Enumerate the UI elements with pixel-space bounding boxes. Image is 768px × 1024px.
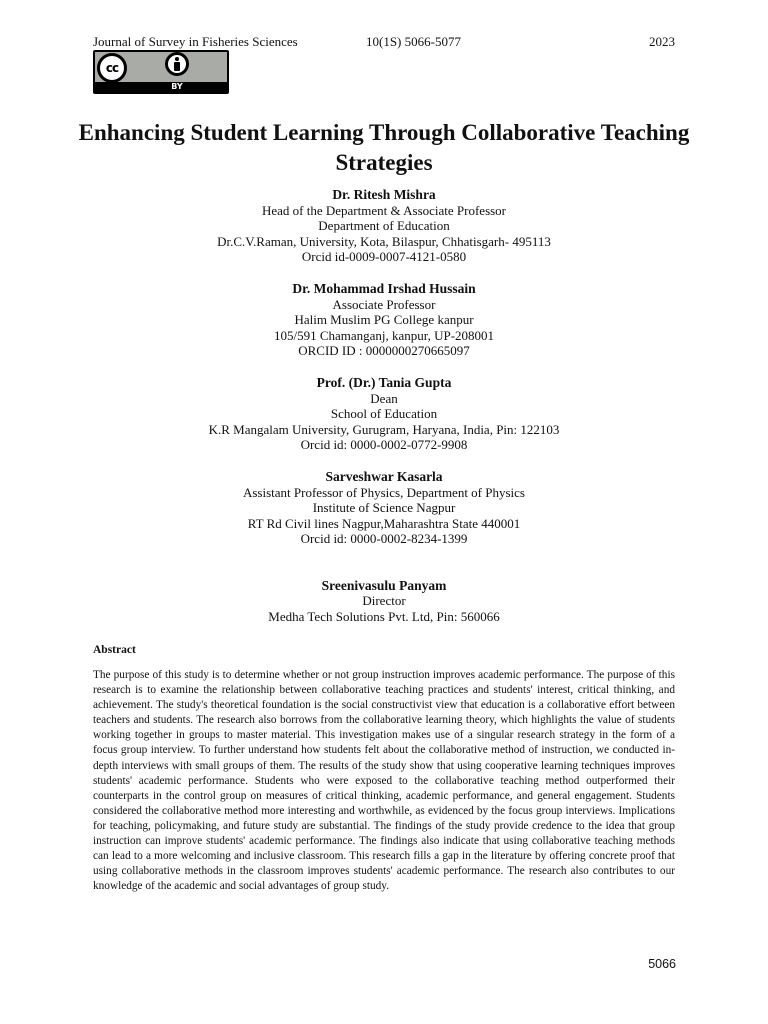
page-number: 5066 bbox=[648, 957, 676, 971]
author-name: Dr. Mohammad Irshad Hussain bbox=[292, 280, 476, 296]
publication-year: 2023 bbox=[649, 34, 675, 49]
author-block bbox=[60, 187, 708, 265]
abstract-text: The purpose of this study is to determine whether or not group instruction improves academic performance. The purpose of this research is to examine the relationship between collaborative teaching practices and students' interest, critical thinking, and achievement. The study's theoretical foundation is the social constructivist view that education is a collaborative effort between teachers and students. The research also borrows from the collaborative learning theory, which highlights the value of students working together in groups to master material. This investigation makes use of a singular research strategy in the form of a focus group interview. To further understand how students felt about the collaborative method of instruction, we conducted in-depth interviews with small groups of them. The results of the study show that using cooperative learning techniques improves students' academic performance. Students who were exposed to the collaborative teaching method outperformed their counterparts in the control group on measures of critical thinking, academic performance, and general engagement. Students considered the collaborative method more interesting and worthwhile, as evidenced by the focus group interviews. Implications for teaching, policymaking, and future study are substantial. The findings of the study provide credence to the idea that group instruction can improve students' academic performance. The findings also indicate that using collaborative teaching methods can lead to a more welcoming and inclusive classroom. This research fills a gap in the literature by offering concrete proof that using collaborative methods in the classroom improves students' academic performance. The research also contributes to our knowledge of the academic and social advantages of group study. bbox=[93, 669, 675, 893]
author-affiliation-line: Dean bbox=[370, 390, 398, 406]
author-affiliation-line: Director bbox=[362, 593, 406, 609]
author-name: Sreenivasulu Panyam bbox=[321, 577, 447, 593]
author-orcid: Orcid id: 0000-0002-0772-9908 bbox=[300, 437, 468, 453]
creative-commons-icon: cc bbox=[97, 53, 127, 83]
author-affiliation-line: Assistant Professor of Physics, Department of Physics bbox=[242, 484, 525, 500]
author-block bbox=[60, 469, 708, 547]
author-orcid: ORCID ID : 0000000270665097 bbox=[298, 343, 470, 359]
author-affiliation-line: Halim Muslim PG College kanpur bbox=[294, 312, 474, 328]
author-affiliation-line: 105/591 Chamanganj, kanpur, UP-208001 bbox=[273, 327, 495, 343]
author-orcid: Orcid id: 0000-0002-8234-1399 bbox=[300, 531, 468, 547]
journal-name: Journal of Survey in Fisheries Sciences bbox=[93, 34, 298, 49]
paper-title: Enhancing Student Learning Through Collaborative Teaching Strategies bbox=[78, 120, 690, 175]
author-affiliation-line: Head of the Department & Associate Professor bbox=[261, 202, 507, 218]
author-name: Sarveshwar Kasarla bbox=[325, 468, 443, 484]
author-affiliation-line: Associate Professor bbox=[332, 296, 436, 312]
author-affiliation-line: School of Education bbox=[330, 406, 438, 422]
person-head-shape bbox=[175, 57, 179, 61]
author-name: Dr. Ritesh Mishra bbox=[332, 187, 436, 202]
author-affiliation-line: Department of Education bbox=[318, 218, 450, 234]
author-affiliation-line: RT Rd Civil lines Nagpur,Maharashtra State 440001 bbox=[247, 515, 521, 531]
author-affiliation-line: K.R Mangalam University, Gurugram, Haryana, India, Pin: 122103 bbox=[208, 421, 560, 437]
author-list bbox=[60, 187, 708, 625]
author-orcid: Orcid id-0009-0007-4121-0580 bbox=[301, 249, 467, 265]
author-affiliation-line: Institute of Science Nagpur bbox=[312, 500, 456, 516]
volume-issue-pages: 10(1S) 5066-5077 bbox=[366, 34, 461, 49]
person-body-shape bbox=[174, 62, 180, 71]
abstract-heading: Abstract bbox=[93, 644, 136, 656]
author-block bbox=[60, 375, 708, 453]
author-block bbox=[60, 578, 708, 625]
author-affiliation-line: Dr.C.V.Raman, University, Kota, Bilaspur, Chhatisgarh- 495113 bbox=[217, 233, 551, 249]
running-header bbox=[93, 34, 675, 50]
author-block bbox=[60, 281, 708, 359]
cc-by-license-badge bbox=[93, 50, 229, 94]
author-affiliation-line: Medha Tech Solutions Pvt. Ltd, Pin: 560066 bbox=[268, 609, 500, 625]
attribution-label: BY bbox=[171, 82, 183, 91]
author-name: Prof. (Dr.) Tania Gupta bbox=[316, 374, 452, 390]
attribution-person-icon bbox=[165, 52, 189, 76]
